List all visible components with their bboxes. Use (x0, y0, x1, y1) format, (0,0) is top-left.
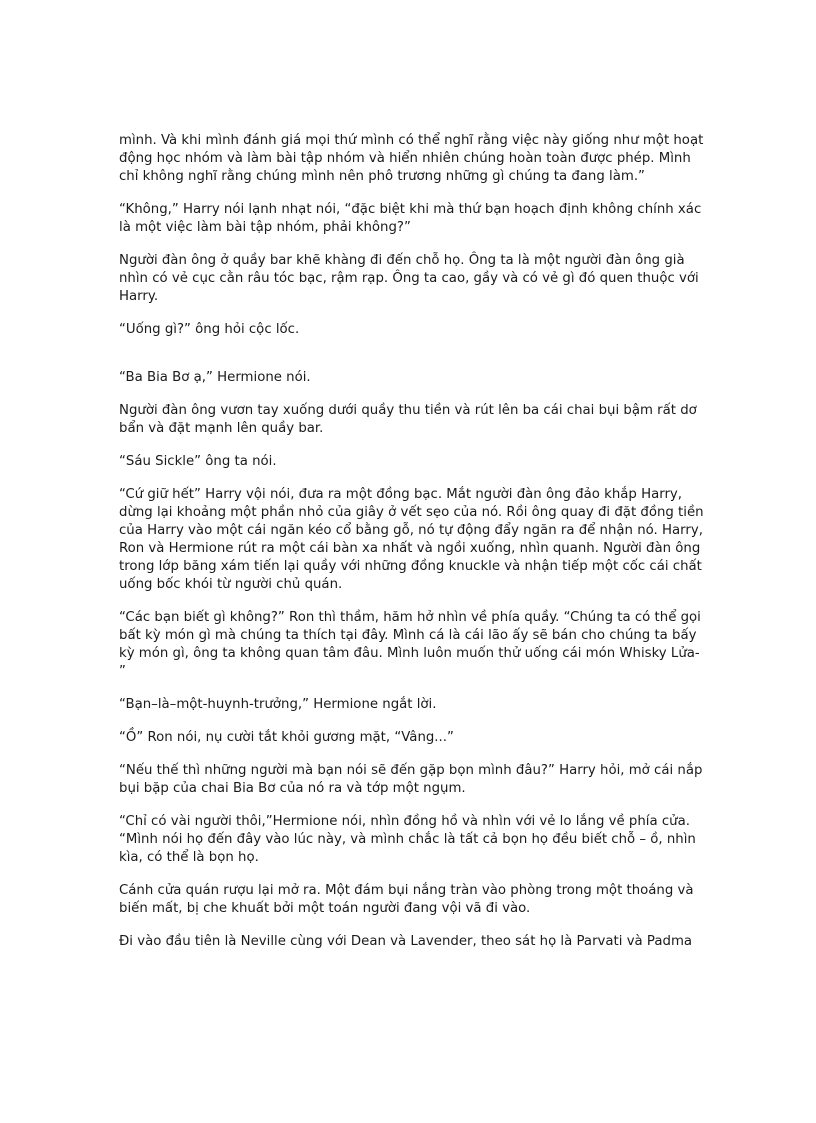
paragraph: “Cứ giữ hết” Harry vội nói, đưa ra một đồng bạc. Mắt người đàn ông đảo khắp Harry, dừng lại khoảng một phần nhỏ của giây ở vết sẹo của nó. Rồi ông quay đi đặt đồng tiền của Harry vào một cái ngăn kéo cổ bằng gỗ, nó tự động đẩy ngăn ra để nhận nó. Harry, Ron và Hermione rút ra một cái bàn xa nhất và ngồi xuống, nhìn quanh. Người đàn ông trong lớp băng xám tiến lại quầy với những đồng knuckle và nhận tiếp một cốc cái chất uống bốc khói từ người chủ quán. (119, 487, 704, 592)
paragraph: Người đàn ông ở quầy bar khẽ khàng đi đến chỗ họ. Ông ta là một người đàn ông già nhìn có vẻ cục cằn râu tóc bạc, rậm rạp. Ông ta cao, gầy và có vẻ gì đó quen thuộc với Harry. (119, 253, 699, 304)
paragraph: mình. Và khi mình đánh giá mọi thứ mình có thể nghĩ rằng việc này giống như một hoạt động học nhóm và làm bài tập nhóm và hiển nhiên chúng hoàn toàn được phép. Mình chỉ không nghĩ rằng chúng mình nên phô trương những gì chúng ta đang làm.” (119, 133, 704, 184)
paragraph: Người đàn ông vươn tay xuống dưới quầy thu tiền và rút lên ba cái chai bụi bậm rất dơ bẩn và đặt mạnh lên quầy bar. (119, 403, 697, 436)
paragraph: “Nếu thế thì những người mà bạn nói sẽ đến gặp bọn mình đâu?” Harry hỏi, mở cái nắp bụi bặp của chai Bia Bơ của nó ra và tớp một ngụm. (119, 763, 703, 796)
paragraph: “Không,” Harry nói lạnh nhạt nói, “đặc biệt khi mà thứ bạn hoạch định không chính xác là một việc làm bài tập nhóm, phải không?” (119, 202, 702, 235)
paragraph: “Các bạn biết gì không?” Ron thì thầm, hăm hở nhìn về phía quầy. “Chúng ta có thể gọi bất kỳ món gì mà chúng ta thích tại đây. Mình cá là cái lão ấy sẽ bán cho chúng ta bấy kỳ món gì, ông ta không quan tâm đâu. Mình luôn muốn thử uống cái món Whisky Lửa- ” (119, 610, 701, 679)
body-text (119, 132, 709, 966)
paragraph: Cánh cửa quán rượu lại mở ra. Một đám bụi nắng tràn vào phòng trong một thoáng và biến mất, bị che khuất bởi một toán người đang vội vã đi vào. (119, 883, 694, 916)
paragraph: “Ồ” Ron nói, nụ cười tắt khỏi gương mặt, “Vâng...” (119, 730, 454, 745)
paragraph: “Uống gì?” ông hỏi cộc lốc. (119, 322, 300, 337)
paragraph: “Chỉ có vài người thôi,”Hermione nói, nhìn đồng hồ và nhìn với vẻ lo lắng về phía cửa. “Mình nói họ đến đây vào lúc này, và mình chắc là tất cả bọn họ đều biết chỗ – ồ, nhìn kìa, có thể là bọn họ. (119, 814, 696, 865)
paragraph: Đi vào đầu tiên là Neville cùng với Dean và Lavender, theo sát họ là Parvati và Padma (119, 934, 693, 949)
paragraph: “Bạn–là–một-huynh-trưởng,” Hermione ngắt lời. (119, 697, 437, 712)
paragraph: “Ba Bia Bơ ạ,” Hermione nói. (119, 370, 311, 385)
paragraph: “Sáu Sickle” ông ta nói. (119, 454, 277, 469)
